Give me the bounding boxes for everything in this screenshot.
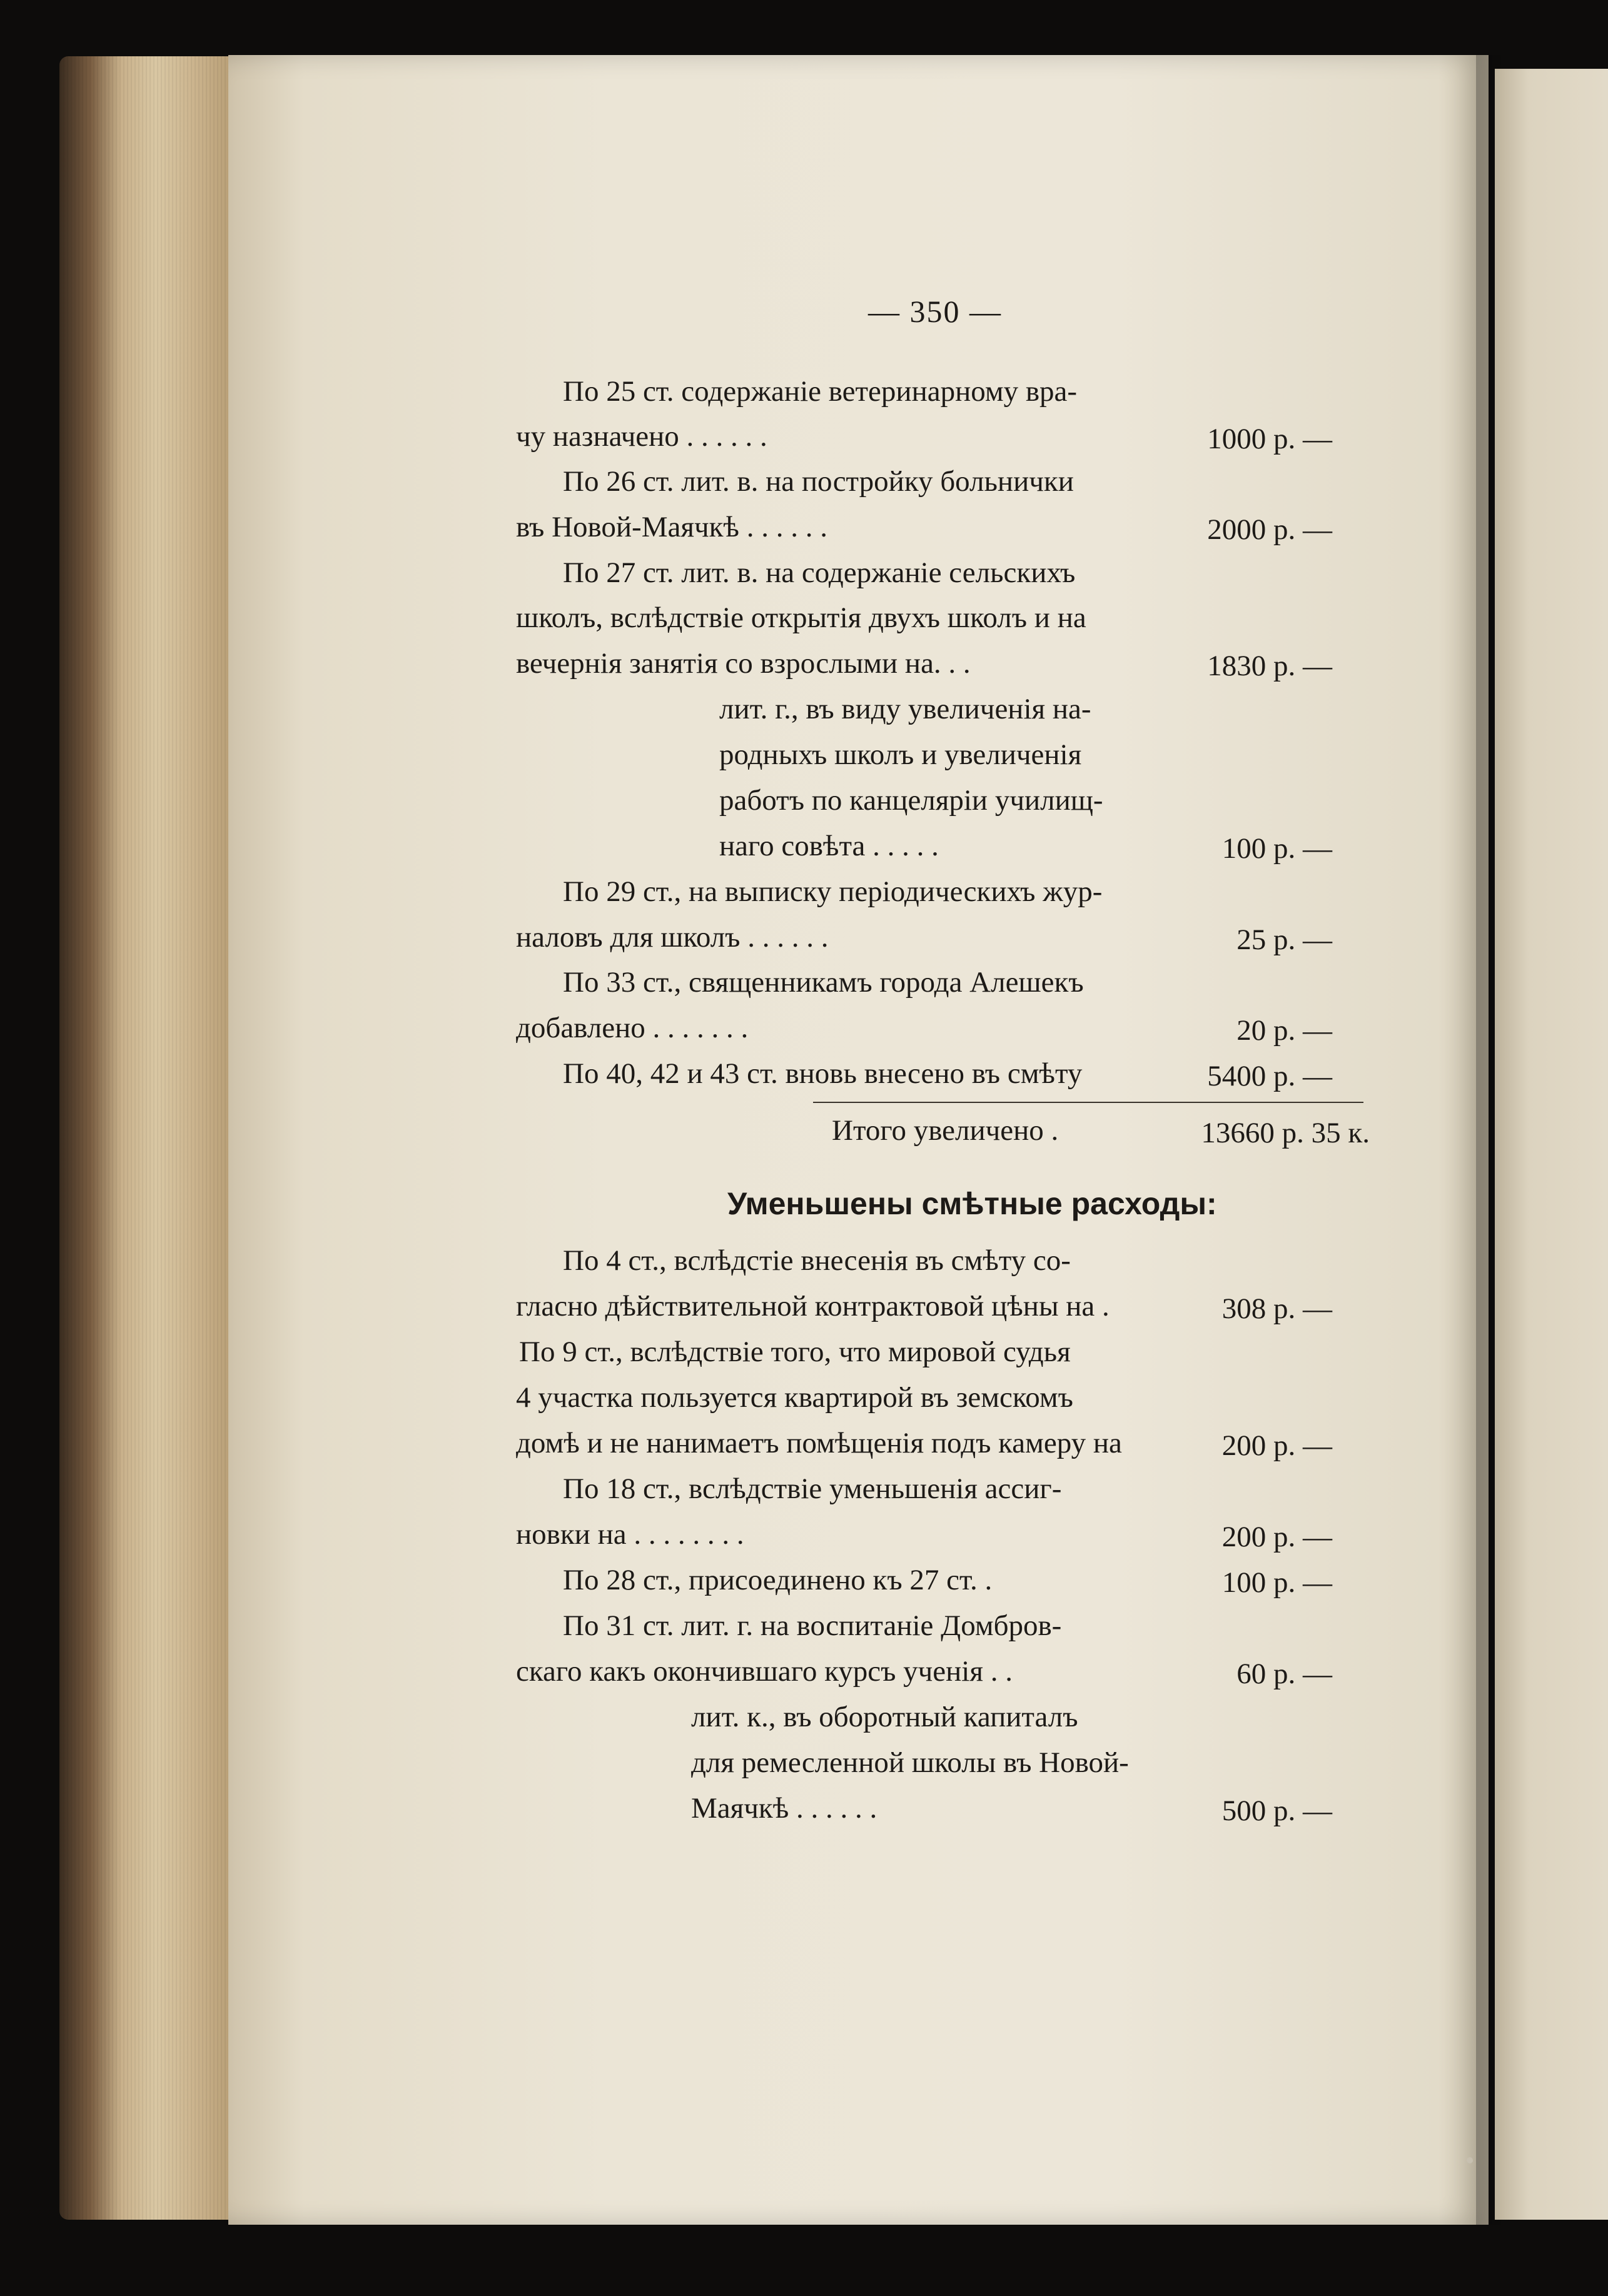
entry-3-line-2: школъ, вслѣдствіе открытія двухъ школъ и на — [516, 602, 1086, 634]
book-page-edges — [59, 56, 235, 2220]
entry-7-amount: 5400 р. — — [1207, 1060, 1332, 1092]
entry-b3-line-2: новки на . . . . . . . . — [516, 1518, 744, 1551]
entry-1-line-1: По 25 ст. содержаніе ветеринарному вра- — [563, 375, 1078, 408]
entry-b3-amount: 200 р. — — [1221, 1521, 1332, 1553]
entry-b3-line-1: По 18 ст., вслѣдствіе уменьшенія ассиг- — [563, 1473, 1062, 1505]
entry-7-line-1: По 40, 42 и 43 ст. вновь внесено въ смѣту — [563, 1057, 1083, 1090]
page-speck — [1467, 2157, 1473, 2163]
entry-4-line-1: лит. г., въ виду увеличенія на- — [719, 693, 1091, 725]
entry-3-line-1: По 27 ст. лит. в. на содержаніе сельскихъ — [563, 556, 1076, 589]
entry-4-line-2: родныхъ школъ и увеличенія — [719, 738, 1082, 771]
facing-page-edge — [1495, 69, 1608, 2220]
entry-b2-line-3: домѣ и не нанимаетъ помѣщенія подъ камеру на — [516, 1427, 1122, 1459]
entry-2-line-2: въ Новой-Маячкѣ . . . . . . — [516, 511, 827, 543]
entry-b1-line-2: гласно дѣйствительной контрактовой цѣны на . — [516, 1290, 1110, 1322]
entry-2-line-1: По 26 ст. лит. в. на постройку больнички — [563, 465, 1074, 498]
total-amount: 13660 р. 35 к. — [1201, 1117, 1370, 1149]
entry-b5-line-1: По 31 ст. лит. г. на воспитаніе Домбров- — [563, 1609, 1062, 1642]
entry-b6-line-1: лит. к., въ оборотный капиталъ — [691, 1701, 1078, 1733]
entry-4-line-3: работъ по канцеляріи училищ- — [719, 784, 1103, 817]
entry-b5-line-2: скаго какъ окончившаго курсъ ученія . . — [516, 1655, 1013, 1688]
entry-b2-line-2: 4 участка пользуется квартирой въ земскомъ — [516, 1381, 1073, 1414]
entry-6-amount: 20 р. — — [1236, 1014, 1332, 1047]
entry-5-line-2: наловъ для школъ . . . . . . — [516, 921, 829, 954]
entry-b6-line-3: Маячкѣ . . . . . . — [691, 1792, 877, 1825]
entry-3-line-3: вечернія занятія со взрослыми на. . . — [516, 647, 971, 680]
entry-5-amount: 25 р. — — [1236, 924, 1332, 956]
entry-6-line-1: По 33 ст., священникамъ города Алешекъ — [563, 966, 1084, 999]
section-heading: Уменьшены смѣтные расходы: — [727, 1186, 1217, 1221]
entry-b4-amount: 100 р. — — [1221, 1566, 1332, 1599]
entry-1-amount: 1000 р. — — [1207, 423, 1332, 455]
entry-5-line-1: По 29 ст., на выписку періодическихъ жур- — [563, 875, 1103, 908]
entry-b6-line-2: для ремесленной школы въ Новой- — [691, 1746, 1129, 1779]
total-label: Итого увеличено . — [832, 1114, 1059, 1147]
entry-3-amount: 1830 р. — — [1207, 650, 1332, 682]
entry-2-amount: 2000 р. — — [1207, 513, 1332, 546]
entry-4-amount: 100 р. — — [1221, 832, 1332, 865]
entry-b2-amount: 200 р. — — [1221, 1429, 1332, 1462]
entry-b1-amount: 308 р. — — [1221, 1292, 1332, 1325]
entry-4-line-4: наго совѣта . . . . . — [719, 830, 939, 862]
total-rule — [813, 1102, 1363, 1103]
entry-b4-line-1: По 28 ст., присоединено къ 27 ст. . — [563, 1564, 993, 1596]
entry-b2-line-1: По 9 ст., вслѣдствіе того, что мировой судья — [519, 1336, 1071, 1368]
entry-6-line-2: добавлено . . . . . . . — [516, 1012, 749, 1044]
entry-b1-line-1: По 4 ст., вслѣдстіе внесенія въ смѣту со- — [563, 1244, 1071, 1277]
entry-b5-amount: 60 р. — — [1236, 1658, 1332, 1690]
entry-b6-amount: 500 р. — — [1221, 1795, 1332, 1827]
page-number: — 350 — — [868, 294, 1002, 329]
entry-1-line-2: чу назначено . . . . . . — [516, 420, 767, 453]
